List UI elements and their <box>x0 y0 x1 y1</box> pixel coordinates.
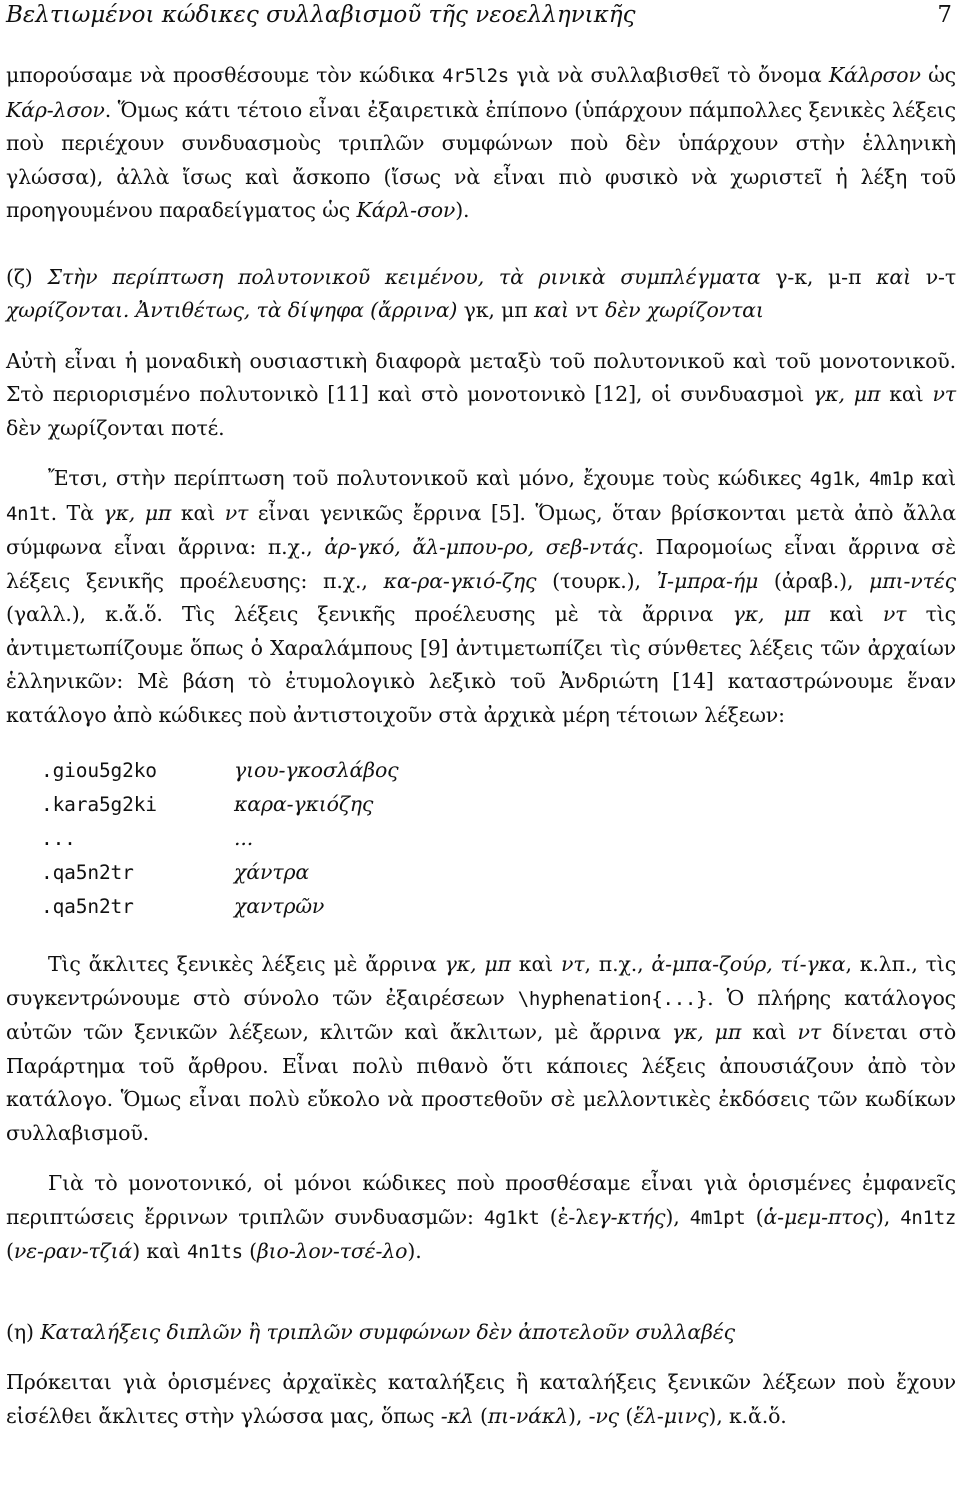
text-span: , κ.λπ., τὶς συγκεντρώνουμε στὸ σύνολο τῶν ἐξαιρέσεων <box>6 952 957 1010</box>
italic-term: γκ, μπ <box>813 382 881 406</box>
page-header <box>6 2 956 42</box>
page-number: 7 <box>937 2 952 28</box>
text-span: Τὶς ἄκλιτες ξενικὲς λέξεις μὲ ἄρρινα <box>48 952 445 976</box>
italic-term: ντ <box>932 382 956 406</box>
paragraph-4 <box>6 948 956 1150</box>
word-example: Κάρλ-σον <box>356 198 456 222</box>
section-label: (η) <box>6 1319 34 1344</box>
paragraph-2 <box>6 345 956 446</box>
code-cell: .kara5g2ki <box>41 793 157 816</box>
text-span: Αὐτὴ εἶναι ἡ μοναδικὴ ουσιαστικὴ διαφορὰ μεταξὺ τοῦ πολυτονικοῦ καὶ τοῦ μονοτονικοῦ. Στὸ περιορισμένο πολυτονικὸ [11] καὶ στὸ μονοτονικὸ [12], οἱ συνδυασμοὶ <box>6 348 956 406</box>
hyphenation-code-table <box>41 754 398 924</box>
word-example: Κάλρσον <box>828 63 921 87</box>
paragraph-1 <box>6 59 956 228</box>
code-cell: ... <box>41 827 76 850</box>
text-span: , <box>854 466 869 490</box>
section-title-part: γκ, μπ <box>463 298 528 322</box>
section-heading-zeta <box>6 261 956 328</box>
italic-term: ἀρ-γκό, ἄλ-μπου-ρο, σεβ-ντάς <box>324 535 638 559</box>
text-span: . Ὅμως κάτι τέτοιο εἶναι ἐξαιρετικὰ ἐπίπονο (ὑπάρχουν πάμπολλες ξενικὲς λέξεις ποὺ περιέχουν συνδυασμοὺς τριπλῶν συμφώνων ποὺ δὲν ὑπάρχουν στὴν ἑλληνικὴ γλώσσα), ἀλλὰ ἴσως καὶ ἄσκοπο (ἴσως νὰ εἶναι πιὸ φυσικὸ νὰ χωριστεῖ ἡ λέξη τοῦ προηγουμένου παραδείγματος ὡς <box>6 97 956 222</box>
italic-term: κα-ρα-γκιό-ζης <box>383 568 537 593</box>
text-span: δίνεται στὸ Παράρτημα τοῦ ἄρθρου. Εἶναι πολὺ πιθανὸ ὅτι κάποιες λέξεις ἀπουσιάζουν ἀπὸ τὸν κατάλογο. Ὅμως εἶναι πολὺ εὔκολο νὰ προστεθοῦν σὲ μελλοντικὲς ἐκδόσεις τῶν κωδίκων συλλαβισμοῦ. <box>6 1020 957 1145</box>
text-span: . Ὁ πλήρης κατάλογος αὐτῶν τῶν ξενικῶν λέξεων, κλιτῶν καὶ ἄκλιτων, μὲ ἄρρινα <box>6 985 956 1044</box>
word-cell: χαντρῶν <box>234 894 325 918</box>
italic-term: βιο-λον-τσέ-λο <box>256 1239 408 1263</box>
code-4m1pt: 4m1pt <box>689 1206 746 1229</box>
word-cell: καρα-γκιόζης <box>234 792 374 816</box>
running-title: Βελτιωμένοι κώδικες συλλαβισμοῦ τῆς νεοελληνικῆς <box>6 2 636 28</box>
text-span: καὶ <box>913 466 956 490</box>
text-span: (ἐ-λε <box>539 1204 599 1229</box>
code-hyphenation-command: \hyphenation{...} <box>517 987 708 1010</box>
section-title: Καταλήξεις διπλῶν ἢ τριπλῶν συμφώνων δὲν ἀποτελοῦν συλλαβές <box>40 1319 735 1344</box>
text-span: καὶ <box>741 1020 798 1044</box>
body-text <box>6 59 956 1433</box>
text-span: ( <box>473 1403 488 1428</box>
paper-page <box>6 0 956 1489</box>
section-title-part: γ-κ, μ-π <box>775 264 862 289</box>
italic-term: ντ <box>797 1020 822 1044</box>
code-cell: .qa5n2tr <box>41 895 134 918</box>
text-span: ), κ.ἄ.ὅ. <box>708 1403 787 1428</box>
text-span: καὶ <box>880 382 933 406</box>
italic-term: γκ, μπ <box>732 602 811 626</box>
italic-term: ἀ-μπα-ζούρ, τί-γκα <box>651 952 846 976</box>
text-span: ( <box>6 1239 14 1263</box>
text-span: . Τὰ <box>50 500 104 525</box>
table-row <box>41 788 398 822</box>
text-span: γιὰ νὰ συλλαβισθεῖ τὸ ὄνομα <box>508 63 829 87</box>
text-span: ( <box>619 1403 634 1428</box>
paragraph-3 <box>6 462 956 732</box>
code-4g1k: 4g1k <box>809 468 855 490</box>
code-cell: .qa5n2tr <box>41 861 134 884</box>
italic-term: γ-κτής <box>598 1204 666 1229</box>
text-span: καὶ <box>171 500 225 525</box>
table-row <box>41 754 398 788</box>
code-4n1t: 4n1t <box>6 502 51 525</box>
section-title-part: δὲν χωρίζονται <box>605 298 764 322</box>
section-title-part: ντ <box>575 298 599 322</box>
italic-term: -νς <box>588 1403 619 1428</box>
section-heading-eta <box>6 1316 956 1350</box>
section-label: (ζ) <box>6 264 33 289</box>
italic-term: γκ, μπ <box>444 952 511 976</box>
italic-term: πι-νάκλ <box>487 1403 568 1428</box>
word-cell: χάντρα <box>234 860 310 884</box>
italic-term: γκ, μπ <box>671 1020 742 1044</box>
italic-term: ἕλ-μινς <box>633 1403 709 1428</box>
section-title-part: χωρίζονται. Ἀντιθέτως, τὰ δίψηφα (ἄρρινα) <box>6 298 458 322</box>
section-title-part: ν-τ <box>925 264 957 289</box>
word-cell: ... <box>234 826 254 850</box>
word-cell: γιου-γκοσλάβος <box>234 758 399 782</box>
text-span: καὶ <box>810 602 883 626</box>
text-span: ), <box>665 1204 690 1229</box>
text-span: ), <box>567 1403 589 1428</box>
table-row <box>41 822 398 856</box>
table-row <box>41 856 398 890</box>
text-span: ). <box>455 198 470 222</box>
italic-term: ντ <box>560 952 585 976</box>
text-span: Πρόκειται γιὰ ὁρισμένες ἀρχαϊκὲς καταλήξεις ἢ καταλήξεις ξενικῶν λέξεων ποὺ ἔχουν εἰσέλθει ἄκλιτες στὴν γλώσσα μας, ὅπως <box>6 1370 956 1428</box>
text-span: Ἔτσι, στὴν περίπτωση τοῦ πολυτονικοῦ καὶ μόνο, ἔχουμε τοὺς κώδικες <box>48 466 810 490</box>
paragraph-5 <box>6 1167 956 1270</box>
table-row <box>41 890 398 924</box>
italic-term: ἁ-μεμ-πτος <box>763 1204 876 1229</box>
text-span: δὲν χωρίζονται ποτέ. <box>6 415 225 440</box>
word-example: Κάρ-λσον <box>6 97 105 122</box>
code-4n1ts: 4n1ts <box>187 1241 243 1263</box>
text-span: ) καὶ <box>132 1239 188 1263</box>
paragraph-6 <box>6 1366 956 1433</box>
italic-term: νε-ραν-τζιά <box>13 1239 133 1263</box>
text-span: (τουρκ.), <box>536 568 657 593</box>
text-span: ὡς <box>920 63 957 87</box>
section-title-part: Στὴν περίπτωση πολυτονικοῦ κειμένου, τὰ ρινικὰ συμπλέγματα <box>47 264 761 289</box>
code-4m1p: 4m1p <box>868 468 914 490</box>
text-span: (γαλλ.), κ.ἄ.ὅ. Τὶς λέξεις ξενικῆς προέλευσης μὲ τὰ ἄρρινα <box>6 602 733 626</box>
text-span: ). <box>407 1239 422 1263</box>
italic-term: γκ, μπ <box>103 500 172 525</box>
text-span: εἶναι γενικῶς ἔρρινα [5]. Ὅμως, ὅταν βρίσκονται μετὰ ἀπὸ ἄλλα σύμφωνα εἶναι ἄρρινα: π.χ., <box>6 500 956 559</box>
italic-term: ντ <box>224 500 249 525</box>
text-span: ( <box>745 1204 764 1229</box>
italic-term: ντ <box>882 602 907 626</box>
text-span: μπορούσαμε νὰ προσθέσουμε τὸν κώδικα <box>6 63 443 87</box>
section-title-part: καὶ <box>876 264 911 289</box>
text-span: , π.χ., <box>584 952 652 976</box>
text-span: (ἀραβ.), <box>758 568 870 593</box>
italic-term: -κλ <box>440 1403 474 1428</box>
code-4g1kt: 4g1kt <box>483 1206 540 1229</box>
code-4r5l2s: 4r5l2s <box>442 65 509 87</box>
text-span: καὶ <box>510 952 561 976</box>
section-title-part: καὶ <box>534 298 569 322</box>
text-span: ), <box>875 1204 901 1229</box>
italic-term: Ἰ-μπρα-ήμ <box>656 568 759 593</box>
code-cell: .giou5g2ko <box>41 759 157 782</box>
text-span: τὶς ἀντιμετωπίζουμε ὅπως ὁ Χαραλάμπους [9] ἀντιμετωπίζει τὶς σύνθετες λέξεις τῶν ἀρχαίων ἑλληνικῶν: Μὲ βάση τὸ ἐτυμολογικὸ λεξικὸ τοῦ Ἀνδριώτη [14] καταστρώνουμε ἕναν κατάλογο ἀπὸ κώδικες ποὺ ἀντιστοιχοῦν στὰ ἀρχικὰ μέρη τέτοιων λέξεων: <box>6 602 957 727</box>
text-span: Γιὰ τὸ μονοτονικό, οἱ μόνοι κώδικες ποὺ προσθέσαμε εἶναι γιὰ ὁρισμένες ἐμφανεῖς περιπτώσεις ἔρρινων τριπλῶν συνδυασμῶν: <box>6 1171 956 1229</box>
italic-term: μπι-ντές <box>869 568 956 593</box>
code-4n1tz: 4n1tz <box>900 1206 956 1229</box>
text-span: ( <box>242 1239 257 1263</box>
text-span: . Παρομοίως εἶναι ἄρρινα σὲ λέξεις ξενικῆς προέλευσης: π.χ., <box>6 535 957 593</box>
